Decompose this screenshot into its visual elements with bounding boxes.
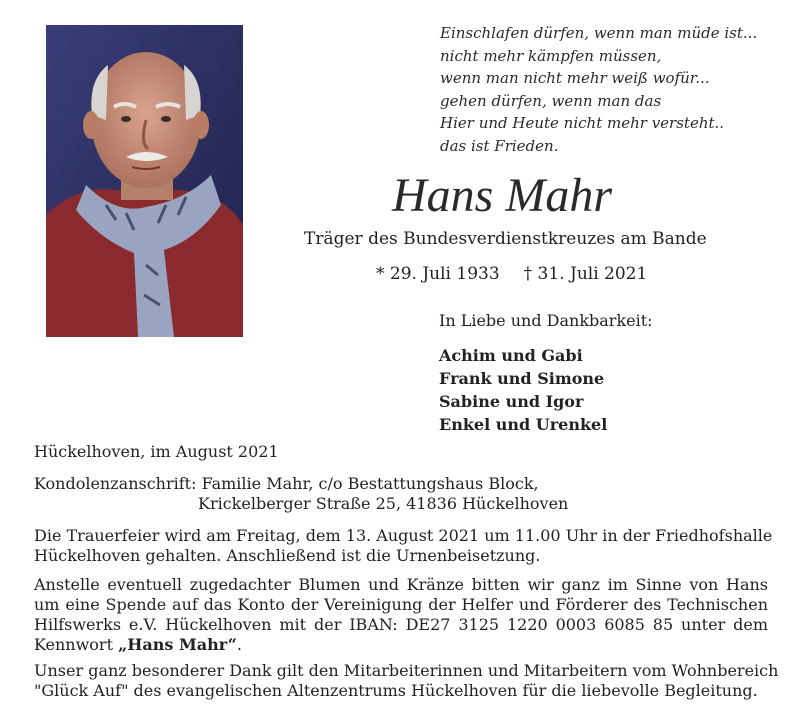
condolence-address — [34, 474, 568, 514]
paragraph-line: um eine Spende auf das Konto der Vereinigung der Helfer und Förderer des Technischen — [34, 595, 768, 614]
donation-keyword: „Hans Mahr“ — [118, 635, 237, 654]
poem-line: wenn man nicht mehr weiß wofür... — [440, 69, 710, 87]
keyword-prefix: Kennwort — [34, 635, 119, 654]
mourners-list — [439, 344, 607, 436]
portrait-photo — [46, 25, 243, 337]
poem-line: gehen dürfen, wenn man das — [440, 91, 662, 110]
birth-date: * 29. Juli 1933 — [376, 264, 500, 284]
mourner-name: Frank und Simone — [439, 369, 605, 388]
poem — [440, 22, 790, 157]
honor-text: Träger des Bundesverdienstkreuzes am Bande — [304, 229, 707, 249]
mourner-name: Achim und Gabi — [439, 346, 583, 365]
paragraph-line — [34, 635, 768, 655]
mourners-intro: In Liebe und Dankbarkeit: — [439, 311, 653, 330]
donation-paragraph — [34, 575, 768, 655]
paragraph-line: Hilfswerks e.V. Hückelhoven mit der IBAN: DE27 3125 1220 0003 6085 85 unter dem — [34, 615, 768, 634]
death-date: † 31. Juli 2021 — [523, 264, 648, 284]
life-dates — [376, 264, 647, 284]
place-date: Hückelhoven, im August 2021 — [34, 442, 279, 461]
poem-line: Einschlafen dürfen, wenn man müde ist... — [440, 24, 758, 42]
paragraph-line: Anstelle eventuell zugedachter Blumen und Kränze bitten wir ganz im Sinne von Hans — [34, 575, 768, 594]
thanks-paragraph — [34, 661, 779, 701]
mourner-name: Enkel und Urenkel — [439, 415, 608, 434]
deceased-name: Hans Mahr — [392, 169, 613, 222]
portrait-icon — [46, 25, 243, 337]
keyword-suffix: . — [236, 635, 243, 654]
paragraph-line: "Glück Auf" des evangelischen Altenzentrums Hückelhoven für die liebevolle Begleitung. — [34, 681, 758, 700]
condolence-label: Kondolenzanschrift: — [34, 474, 197, 493]
mourner-name: Sabine und Igor — [439, 392, 584, 411]
poem-line: Hier und Heute nicht mehr versteht.. — [440, 114, 725, 132]
paragraph-line: Hückelhoven gehalten. Anschließend ist die Urnenbeisetzung. — [34, 546, 541, 565]
paragraph-line: Die Trauerfeier wird am Freitag, dem 13. August 2021 um 11.00 Uhr in der Friedhofshalle — [34, 526, 773, 545]
condolence-line: Krickelberger Straße 25, 41836 Hückelhoven — [198, 494, 569, 513]
poem-line: nicht mehr kämpfen müssen, — [440, 46, 662, 65]
condolence-line: Familie Mahr, c/o Bestattungshaus Block, — [201, 474, 539, 493]
paragraph-line: Unser ganz besonderer Dank gilt den Mitarbeiterinnen und Mitarbeitern vom Wohnbereich — [34, 661, 779, 680]
poem-line: das ist Frieden. — [440, 136, 559, 155]
funeral-paragraph — [34, 526, 773, 566]
